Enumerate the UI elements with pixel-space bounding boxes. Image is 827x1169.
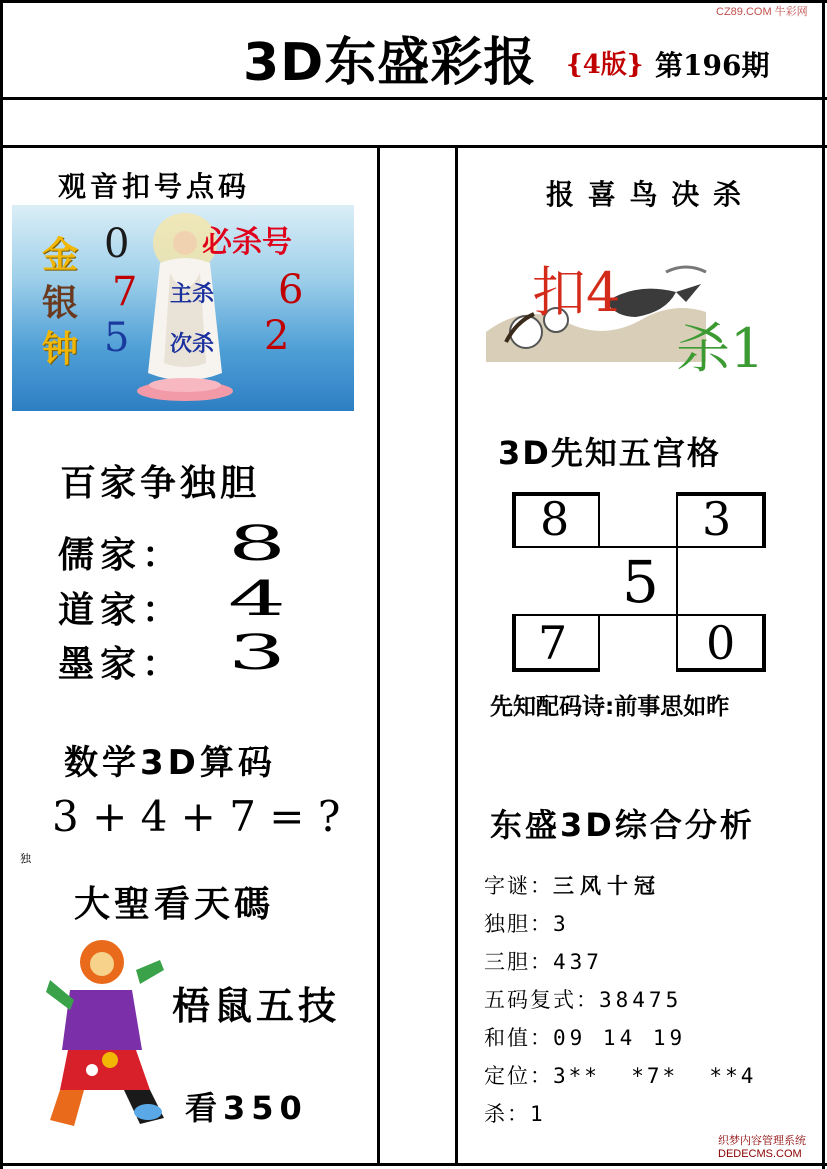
dasheng-look: 看350 [185,1089,308,1127]
grid-center-number: 5 [622,548,659,616]
right-border [822,0,825,1169]
page-title: 3D东盛彩报 [243,33,537,93]
mohist-number: 3 [228,625,287,681]
site-tag: CZ89.COM 牛彩网 [716,6,808,18]
fushi-row [484,984,682,1014]
dudan-value: 3 [553,912,570,936]
dingwei-label: 定位： [484,1064,553,1088]
monkey-king-icon [40,930,170,1130]
silver-label: 银 [42,283,79,324]
grid-heading: 3D先知五宫格 [498,434,721,472]
riddle-row [484,870,661,900]
footer-watermark [718,1135,806,1161]
bell-label: 钟 [42,329,79,370]
grid-center-right-edge [676,546,678,614]
bird-dan: 扣4 [532,261,621,324]
sha-label: 杀： [484,1102,530,1126]
dasheng-phrase: 梧鼠五技 [172,984,341,1028]
top-border [0,0,827,3]
hezhi-value: 09 14 19 [553,1026,687,1050]
grid-top-left-number: 8 [540,492,570,546]
mohist-label: 墨家： [58,644,185,685]
baijia-heading: 百家争独胆 [60,463,261,504]
guanyin-image [12,205,354,411]
edition-label: {4版} [566,50,644,80]
bell-number: 5 [104,315,130,361]
bird-kill: 杀1 [676,317,765,380]
dasheng-heading: 大聖看天碼 [74,884,275,925]
fushi-label: 五码复式： [484,988,599,1012]
silver-number: 7 [112,269,138,315]
guanyin-heading: 观音扣号点码 [58,170,251,203]
hezhi-row [484,1022,686,1052]
sha-row [484,1098,547,1128]
column-divider-left [377,148,380,1163]
confucian-label: 儒家： [58,535,185,576]
riddle-value: 三风十冠 [553,874,661,898]
sandan-label: 三胆： [484,950,553,974]
taoist-number: 4 [228,571,287,627]
grid-bottom-right-number: 0 [706,616,736,670]
sandan-value: 437 [553,950,603,974]
stray-character: 独 [20,852,31,865]
column-divider-right [455,148,458,1163]
math-formula: 3 + 4 + 7 = ? [52,792,341,841]
dingwei-row [484,1060,756,1090]
second-kill-number: 2 [264,313,290,359]
grid-bottom-left-number: 7 [538,616,568,670]
dudan-label: 独胆： [484,912,553,936]
footer-line-1: 织梦内容管理系统 [718,1135,806,1147]
dingwei-value: 3** *7* **4 [553,1064,757,1088]
footer-line-2: DEDECMS.COM [718,1148,802,1160]
dudan-row [484,908,570,938]
bird-heading: 报 喜 鸟 决 杀 [546,178,743,211]
sandan-row [484,946,603,976]
bottom-border [0,1163,827,1166]
gold-number: 0 [104,221,130,267]
issue-number: 第196期 [655,49,770,82]
math-heading: 数学3D算码 [64,743,276,783]
taoist-label: 道家： [58,590,185,631]
must-kill-label: 必杀号 [202,225,292,260]
confucian-number: 8 [228,516,287,572]
grid-poem: 先知配码诗:前事思如昨 [490,694,730,720]
band-divider [0,145,827,148]
fushi-value: 38475 [599,988,683,1012]
left-border [0,0,3,1169]
gold-label: 金 [42,235,79,276]
riddle-label: 字谜： [484,874,553,898]
grid-top-right-number: 3 [702,492,732,546]
header-divider [0,97,827,100]
main-kill-label: 主杀 [170,282,215,307]
main-kill-number: 6 [278,267,304,313]
sha-value: 1 [530,1102,547,1126]
second-kill-label: 次杀 [170,332,215,357]
analysis-heading: 东盛3D综合分析 [490,806,755,844]
hezhi-label: 和值： [484,1026,553,1050]
